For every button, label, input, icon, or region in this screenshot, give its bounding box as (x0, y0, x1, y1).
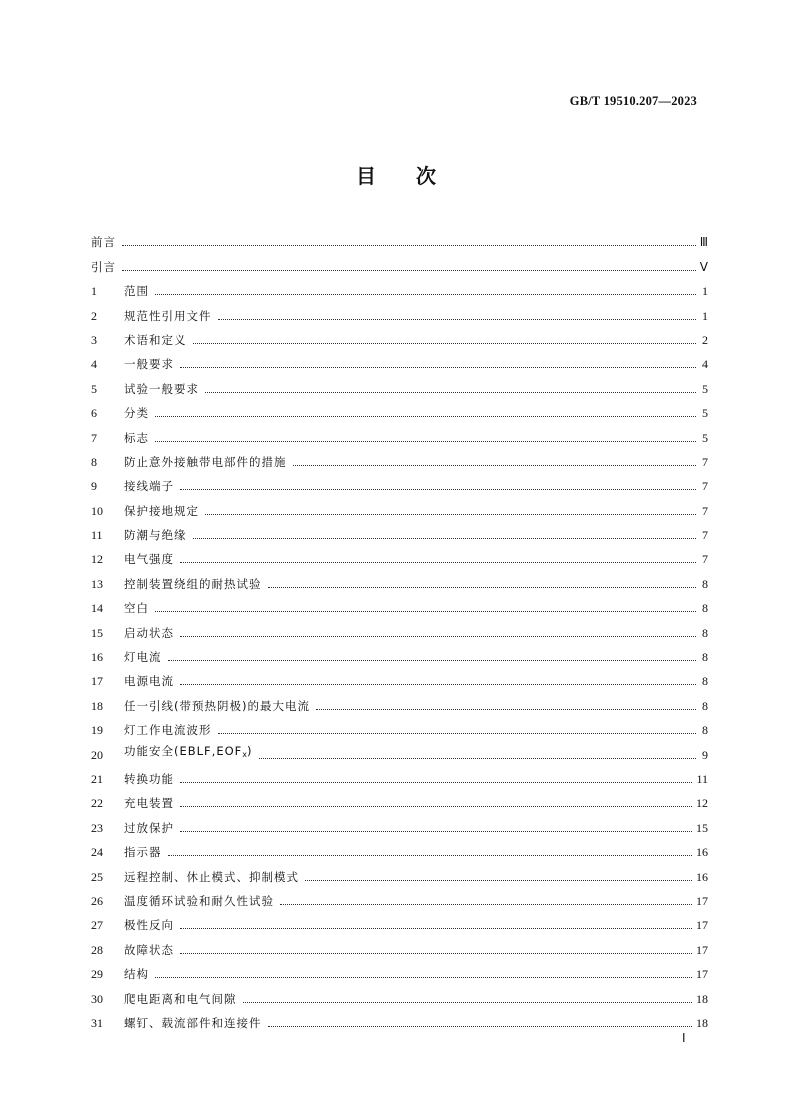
toc-entry-title-text: 规范性引用文件 (124, 308, 212, 323)
toc-entry[interactable] (91, 445, 708, 469)
toc-entry-title (124, 723, 212, 737)
toc-entry-title (124, 1016, 262, 1030)
toc-entry[interactable] (91, 664, 708, 688)
toc-entry[interactable] (91, 713, 708, 737)
page-number: Ⅰ (682, 1031, 686, 1045)
toc-entry[interactable] (91, 566, 708, 590)
toc-entry-title (124, 699, 310, 713)
toc-entry-number: 23 (91, 820, 103, 835)
toc-entry-page: 17 (696, 918, 708, 933)
toc-entry-title (124, 845, 162, 859)
toc-entry-title-text: 远程控制、休止模式、抑制模式 (124, 869, 299, 884)
toc-entry[interactable] (91, 615, 708, 639)
toc-dot-leader (180, 366, 696, 368)
toc-entry[interactable] (91, 786, 708, 810)
toc-entry[interactable] (91, 688, 708, 712)
toc-entry[interactable] (91, 859, 708, 883)
toc-dot-leader (293, 464, 697, 466)
toc-entry-number: 15 (91, 625, 103, 640)
toc-entry-page: 8 (702, 698, 708, 713)
toc-dot-leader (218, 732, 697, 734)
toc-entry-title (124, 821, 174, 835)
toc-entry[interactable] (91, 274, 708, 298)
toc-dot-leader (168, 854, 693, 856)
toc-entry-title-text: 试验一般要求 (124, 381, 199, 396)
toc-entry[interactable] (91, 932, 708, 956)
toc-entry-title-text: 控制装置绕组的耐热试验 (124, 576, 262, 591)
toc-entry[interactable] (91, 371, 708, 395)
toc-entry-title (91, 260, 116, 274)
toc-entry-page: 1 (702, 308, 708, 323)
toc-entry[interactable] (91, 225, 708, 249)
toc-entry-title-text: 过放保护 (124, 820, 174, 835)
toc-dot-leader (268, 1025, 693, 1027)
toc-entry-page: 17 (696, 893, 708, 908)
toc-entry-page: 8 (702, 625, 708, 640)
toc-entry-number: 22 (91, 796, 103, 811)
toc-entry-page: 17 (696, 942, 708, 957)
toc-heading (0, 160, 792, 189)
toc-entry[interactable] (91, 396, 708, 420)
toc-entry-title (124, 894, 274, 908)
toc-entry-title-text: 功能安全(EBLF,EOF (124, 743, 243, 758)
toc-entry-title-text: 灯工作电流波形 (124, 723, 212, 738)
toc-entry-title (124, 577, 262, 591)
toc-entry-title-text: 极性反向 (124, 918, 174, 933)
toc-entry-title-text: 任一引线(带预热阴极)的最大电流 (124, 698, 310, 713)
toc-entry-title (91, 235, 116, 249)
toc-dot-leader (180, 927, 692, 929)
toc-entry-page: 18 (696, 991, 708, 1006)
toc-entry[interactable] (91, 908, 708, 932)
toc-dot-leader (180, 561, 696, 563)
toc-entry-page: 16 (696, 869, 708, 884)
toc-entry-title (124, 406, 149, 420)
toc-entry-title (124, 504, 199, 518)
toc-entry-page: 2 (702, 332, 708, 347)
toc-entry-page: 18 (696, 1015, 708, 1030)
toc-entry-number: 26 (91, 893, 103, 908)
toc-entry[interactable] (91, 249, 708, 273)
toc-entry-title (124, 528, 187, 542)
toc-entry-title-text: 分类 (124, 406, 149, 421)
toc-entry-title (124, 382, 199, 396)
toc-entry-number: 5 (91, 381, 97, 396)
toc-entry[interactable] (91, 981, 708, 1005)
toc-entry-title-text: 螺钉、载流部件和连接件 (124, 1015, 262, 1030)
toc-entry-page: 1 (702, 284, 708, 299)
toc-entry[interactable] (91, 835, 708, 859)
toc-entry-number: 10 (91, 503, 103, 518)
toc-entry-title (124, 744, 253, 762)
toc-entry-page: 7 (702, 479, 708, 494)
toc-entry-title-text: 接线端子 (124, 479, 174, 494)
toc-dot-leader (180, 830, 692, 832)
toc-entry-title-text: 防潮与绝缘 (124, 528, 187, 543)
toc-entry-title (124, 357, 174, 371)
toc-entry-title (124, 992, 237, 1006)
toc-entry-title-text: 一般要求 (124, 357, 174, 372)
table-of-contents (91, 225, 708, 1030)
toc-entry-page: 8 (702, 601, 708, 616)
toc-dot-leader (180, 952, 692, 954)
toc-entry-number: 16 (91, 650, 103, 665)
toc-entry-title (124, 918, 174, 932)
toc-entry-title-text: 保护接地规定 (124, 503, 199, 518)
toc-entry-title-text: 故障状态 (124, 942, 174, 957)
toc-entry[interactable] (91, 810, 708, 834)
toc-entry-title-text: 启动状态 (124, 625, 174, 640)
toc-entry-title (124, 601, 149, 615)
toc-entry[interactable] (91, 737, 708, 761)
toc-entry-title-text: 温度循环试验和耐久性试验 (124, 893, 274, 908)
toc-entry-number: 17 (91, 674, 103, 689)
toc-entry-title (124, 650, 162, 664)
toc-dot-leader (280, 903, 692, 905)
toc-entry-title-subscript: x (242, 749, 247, 759)
toc-entry-number: 25 (91, 869, 103, 884)
toc-entry-title-text: 空白 (124, 601, 149, 616)
toc-entry-page: 8 (702, 674, 708, 689)
toc-entry-page: 5 (702, 381, 708, 396)
toc-entry-number: 27 (91, 918, 103, 933)
toc-dot-leader (168, 659, 697, 661)
toc-entry-page: 12 (696, 796, 708, 811)
toc-entry-title (124, 479, 174, 493)
toc-entry-page: 7 (702, 454, 708, 469)
toc-entry-title-text: 引言 (91, 259, 116, 274)
toc-entry[interactable] (91, 884, 708, 908)
toc-entry[interactable] (91, 323, 708, 347)
toc-entry-number: 8 (91, 454, 97, 469)
toc-dot-leader (218, 318, 697, 320)
toc-entry-title-text: 电气强度 (124, 552, 174, 567)
toc-entry-title-text: 充电装置 (124, 796, 174, 811)
toc-entry-page: 5 (702, 406, 708, 421)
toc-dot-leader (268, 586, 697, 588)
toc-entry-title (124, 552, 174, 566)
toc-entry-page: 8 (702, 723, 708, 738)
toc-entry-page: 11 (696, 771, 708, 786)
toc-entry-title-text: 结构 (124, 967, 149, 982)
toc-entry-number: 13 (91, 576, 103, 591)
toc-entry-title (124, 455, 287, 469)
toc-entry[interactable] (91, 420, 708, 444)
toc-entry-title-text: 前言 (91, 235, 116, 250)
toc-dot-leader (180, 781, 692, 783)
toc-entry-number: 4 (91, 357, 97, 372)
toc-entry-page: 17 (696, 967, 708, 982)
toc-entry-page: 7 (702, 528, 708, 543)
toc-entry-title-text: 爬电距离和电气间隙 (124, 991, 237, 1006)
toc-entry-title-text: 范围 (124, 284, 149, 299)
toc-entry[interactable] (91, 762, 708, 786)
toc-entry[interactable] (91, 347, 708, 371)
toc-entry-page: 4 (702, 357, 708, 372)
toc-dot-leader (122, 269, 696, 271)
toc-entry-title-text: 转换功能 (124, 771, 174, 786)
toc-entry-number: 30 (91, 991, 103, 1006)
toc-dot-leader (180, 683, 696, 685)
toc-entry-number: 20 (91, 747, 103, 762)
toc-dot-leader (316, 708, 696, 710)
toc-entry-number: 9 (91, 479, 97, 494)
toc-entry-title (124, 796, 174, 810)
toc-entry-page: 7 (702, 503, 708, 518)
toc-entry-number: 3 (91, 332, 97, 347)
toc-entry-number: 6 (91, 406, 97, 421)
toc-entry-number: 11 (91, 528, 103, 543)
toc-entry-number: 2 (91, 308, 97, 323)
toc-entry-number: 18 (91, 698, 103, 713)
toc-dot-leader (180, 488, 696, 490)
toc-entry-title (124, 943, 174, 957)
toc-dot-leader (155, 976, 692, 978)
toc-dot-leader (155, 440, 696, 442)
toc-entry-title-text: 指示器 (124, 845, 162, 860)
toc-dot-leader (243, 1001, 693, 1003)
toc-entry-page: 9 (702, 747, 708, 762)
toc-entry-title-text: 灯电流 (124, 650, 162, 665)
toc-entry-page: 5 (702, 430, 708, 445)
toc-entry-title (124, 309, 212, 323)
toc-entry-page: Ⅲ (699, 235, 708, 250)
toc-entry-title (124, 772, 174, 786)
toc-entry-page: 8 (702, 650, 708, 665)
toc-entry[interactable] (91, 469, 708, 493)
toc-entry-number: 14 (91, 601, 103, 616)
toc-entry[interactable] (91, 518, 708, 542)
toc-entry-number: 28 (91, 942, 103, 957)
toc-entry-title (124, 674, 174, 688)
toc-entry-number: 7 (91, 430, 97, 445)
toc-entry-title-text: 术语和定义 (124, 332, 187, 347)
toc-heading-left: 目 (356, 164, 376, 188)
toc-entry-number: 31 (91, 1015, 103, 1030)
toc-entry-number: 24 (91, 845, 103, 860)
toc-dot-leader (193, 537, 697, 539)
toc-entry-title (124, 626, 174, 640)
toc-entry-title-text: 标志 (124, 430, 149, 445)
toc-dot-leader (305, 879, 692, 881)
toc-dot-leader (155, 610, 696, 612)
toc-entry-title (124, 870, 299, 884)
toc-dot-leader (205, 391, 696, 393)
toc-dot-leader (180, 805, 692, 807)
toc-entry-number: 12 (91, 552, 103, 567)
toc-dot-leader (122, 244, 696, 246)
toc-entry[interactable] (91, 1006, 708, 1030)
toc-entry-title (124, 967, 149, 981)
toc-dot-leader (155, 293, 696, 295)
toc-entry-title-end: ) (247, 743, 253, 758)
toc-dot-leader (180, 635, 696, 637)
toc-entry-page: 8 (702, 576, 708, 591)
toc-entry-number: 19 (91, 723, 103, 738)
standard-code: GB/T 19510.207—2023 (569, 94, 697, 108)
toc-entry-page: 16 (696, 845, 708, 860)
toc-dot-leader (205, 513, 696, 515)
toc-entry-number: 1 (91, 284, 97, 299)
toc-entry-title (124, 431, 149, 445)
toc-entry-number: 21 (91, 771, 103, 786)
toc-dot-leader (259, 757, 697, 759)
toc-entry-page: 15 (696, 820, 708, 835)
toc-entry[interactable] (91, 542, 708, 566)
toc-entry-page: 7 (702, 552, 708, 567)
toc-entry-page: Ⅴ (699, 259, 708, 274)
toc-entry[interactable] (91, 493, 708, 517)
toc-entry-title-text: 防止意外接触带电部件的措施 (124, 454, 287, 469)
toc-entry[interactable] (91, 957, 708, 981)
toc-entry[interactable] (91, 298, 708, 322)
toc-entry[interactable] (91, 640, 708, 664)
toc-heading-right: 次 (416, 164, 436, 188)
toc-dot-leader (193, 342, 697, 344)
toc-entry-title (124, 284, 149, 298)
toc-entry-title (124, 333, 187, 347)
toc-entry-number: 29 (91, 967, 103, 982)
toc-entry-title-text: 电源电流 (124, 674, 174, 689)
toc-dot-leader (155, 415, 696, 417)
toc-entry[interactable] (91, 591, 708, 615)
